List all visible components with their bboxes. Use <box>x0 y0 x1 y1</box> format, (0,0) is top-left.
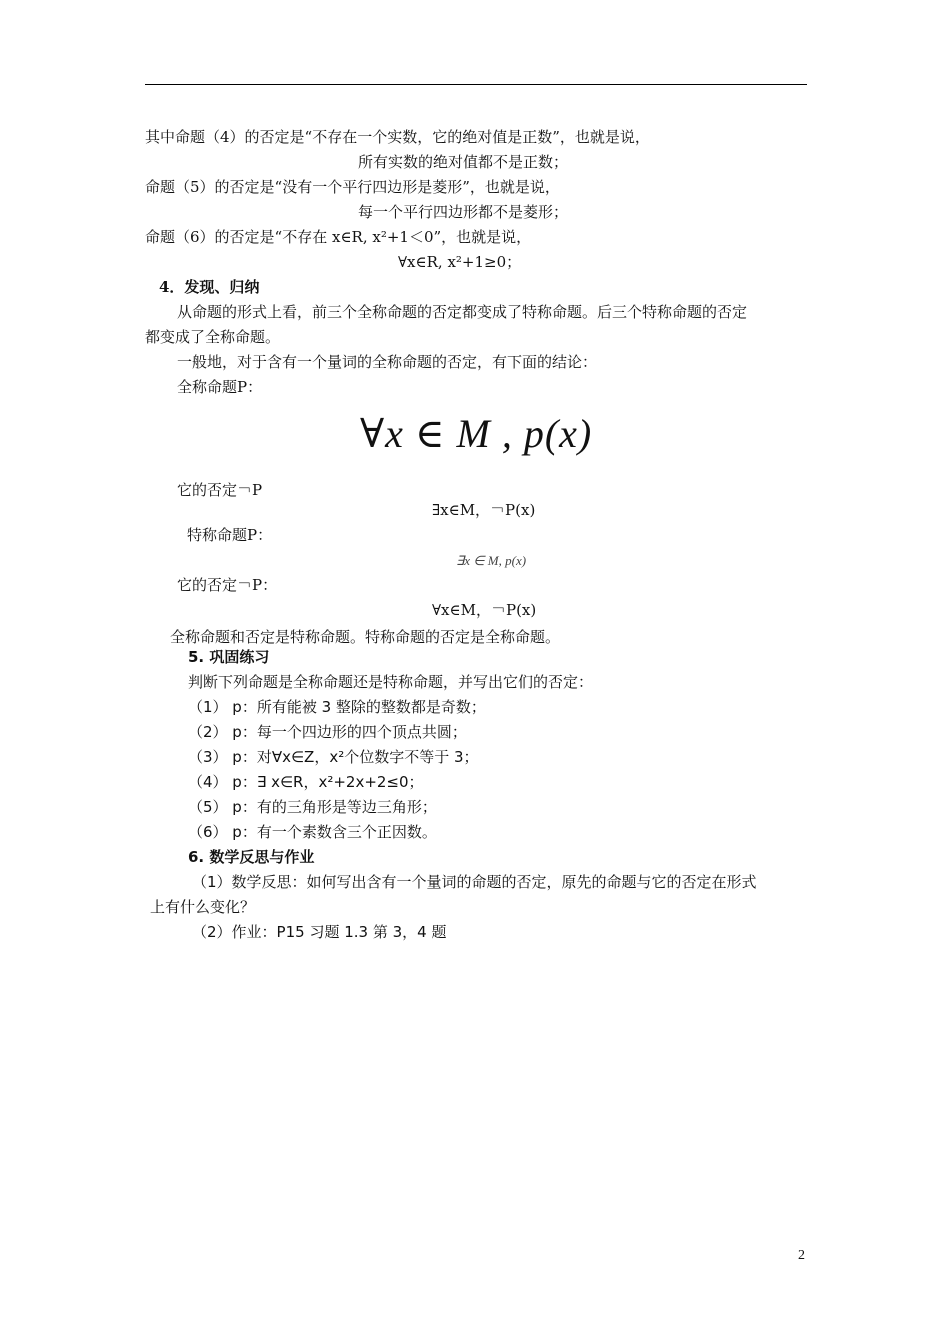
reflection-line: 上有什么变化？ <box>150 898 256 916</box>
page-number: 2 <box>798 1248 805 1263</box>
formula-label: 它的否定￢P <box>177 481 263 499</box>
text-line: 所有实数的绝对值都不是正数； <box>358 153 569 171</box>
text-line: 每一个平行四边形都不是菱形； <box>358 203 569 221</box>
homework-line: （2）作业：P15 习题 1.3 第 3，4 题 <box>192 923 447 941</box>
paragraph-line: 都变成了全称命题。 <box>145 328 281 346</box>
exercise-item: （6） p：有一个素数含三个正因数。 <box>188 823 437 841</box>
paragraph-line: 从命题的形式上看，前三个全称命题的否定都变成了特称命题。后三个特称命题的否定 <box>177 303 748 321</box>
exercise-item: （5） p：有的三角形是等边三角形； <box>188 798 437 816</box>
formula: ∃x ∈ M, p(x) <box>456 553 527 568</box>
reflection-line: （1）数学反思：如何写出含有一个量词的命题的否定，原先的命题与它的否定在形式 <box>192 873 757 891</box>
formula-label: 特称命题P： <box>187 526 273 544</box>
text-line: 命题（5）的否定是“没有一个平行四边形是菱形”，也就是说， <box>145 178 560 196</box>
formula-label: 它的否定￢P： <box>177 576 278 594</box>
section-heading: 4．发现、归纳 <box>159 278 260 296</box>
section-heading: 6. 数学反思与作业 <box>188 848 315 866</box>
exercise-item: （1） p：所有能被 3 整除的整数都是奇数； <box>188 698 486 716</box>
formula: ∃x∈M，￢P(x) <box>432 501 536 519</box>
text-line: 其中命题（4）的否定是“不存在一个实数，它的绝对值是正数”，也就是说， <box>145 128 650 146</box>
text-line: ∀x∈R, x²+1≥0； <box>398 253 522 271</box>
exercise-item: （2） p：每一个四边形的四个顶点共圆； <box>188 723 467 741</box>
exercise-intro: 判断下列命题是全称命题还是特称命题，并写出它们的否定： <box>188 673 594 691</box>
formula-label: 全称命题P： <box>177 378 263 396</box>
paragraph-line: 一般地，对于含有一个量词的全称命题的否定，有下面的结论： <box>177 353 598 371</box>
universal-formula: ∀x ∈ M , p(x) <box>360 411 593 456</box>
summary-line: 全称命题和否定是特称命题。特称命题的否定是全称命题。 <box>170 628 561 646</box>
text-line: 命题（6）的否定是“不存在 x∈R, x²+1＜0”，也就是说， <box>145 228 532 246</box>
formula: ∀x∈M，￢P(x) <box>432 601 537 619</box>
exercise-item: （4） p：∃ x∈R，x²+2x+2≤0； <box>188 773 424 791</box>
header-rule <box>145 84 807 85</box>
exercise-item: （3） p：对∀x∈Z，x²个位数字不等于 3； <box>188 748 479 766</box>
section-heading: 5. 巩固练习 <box>188 648 270 666</box>
